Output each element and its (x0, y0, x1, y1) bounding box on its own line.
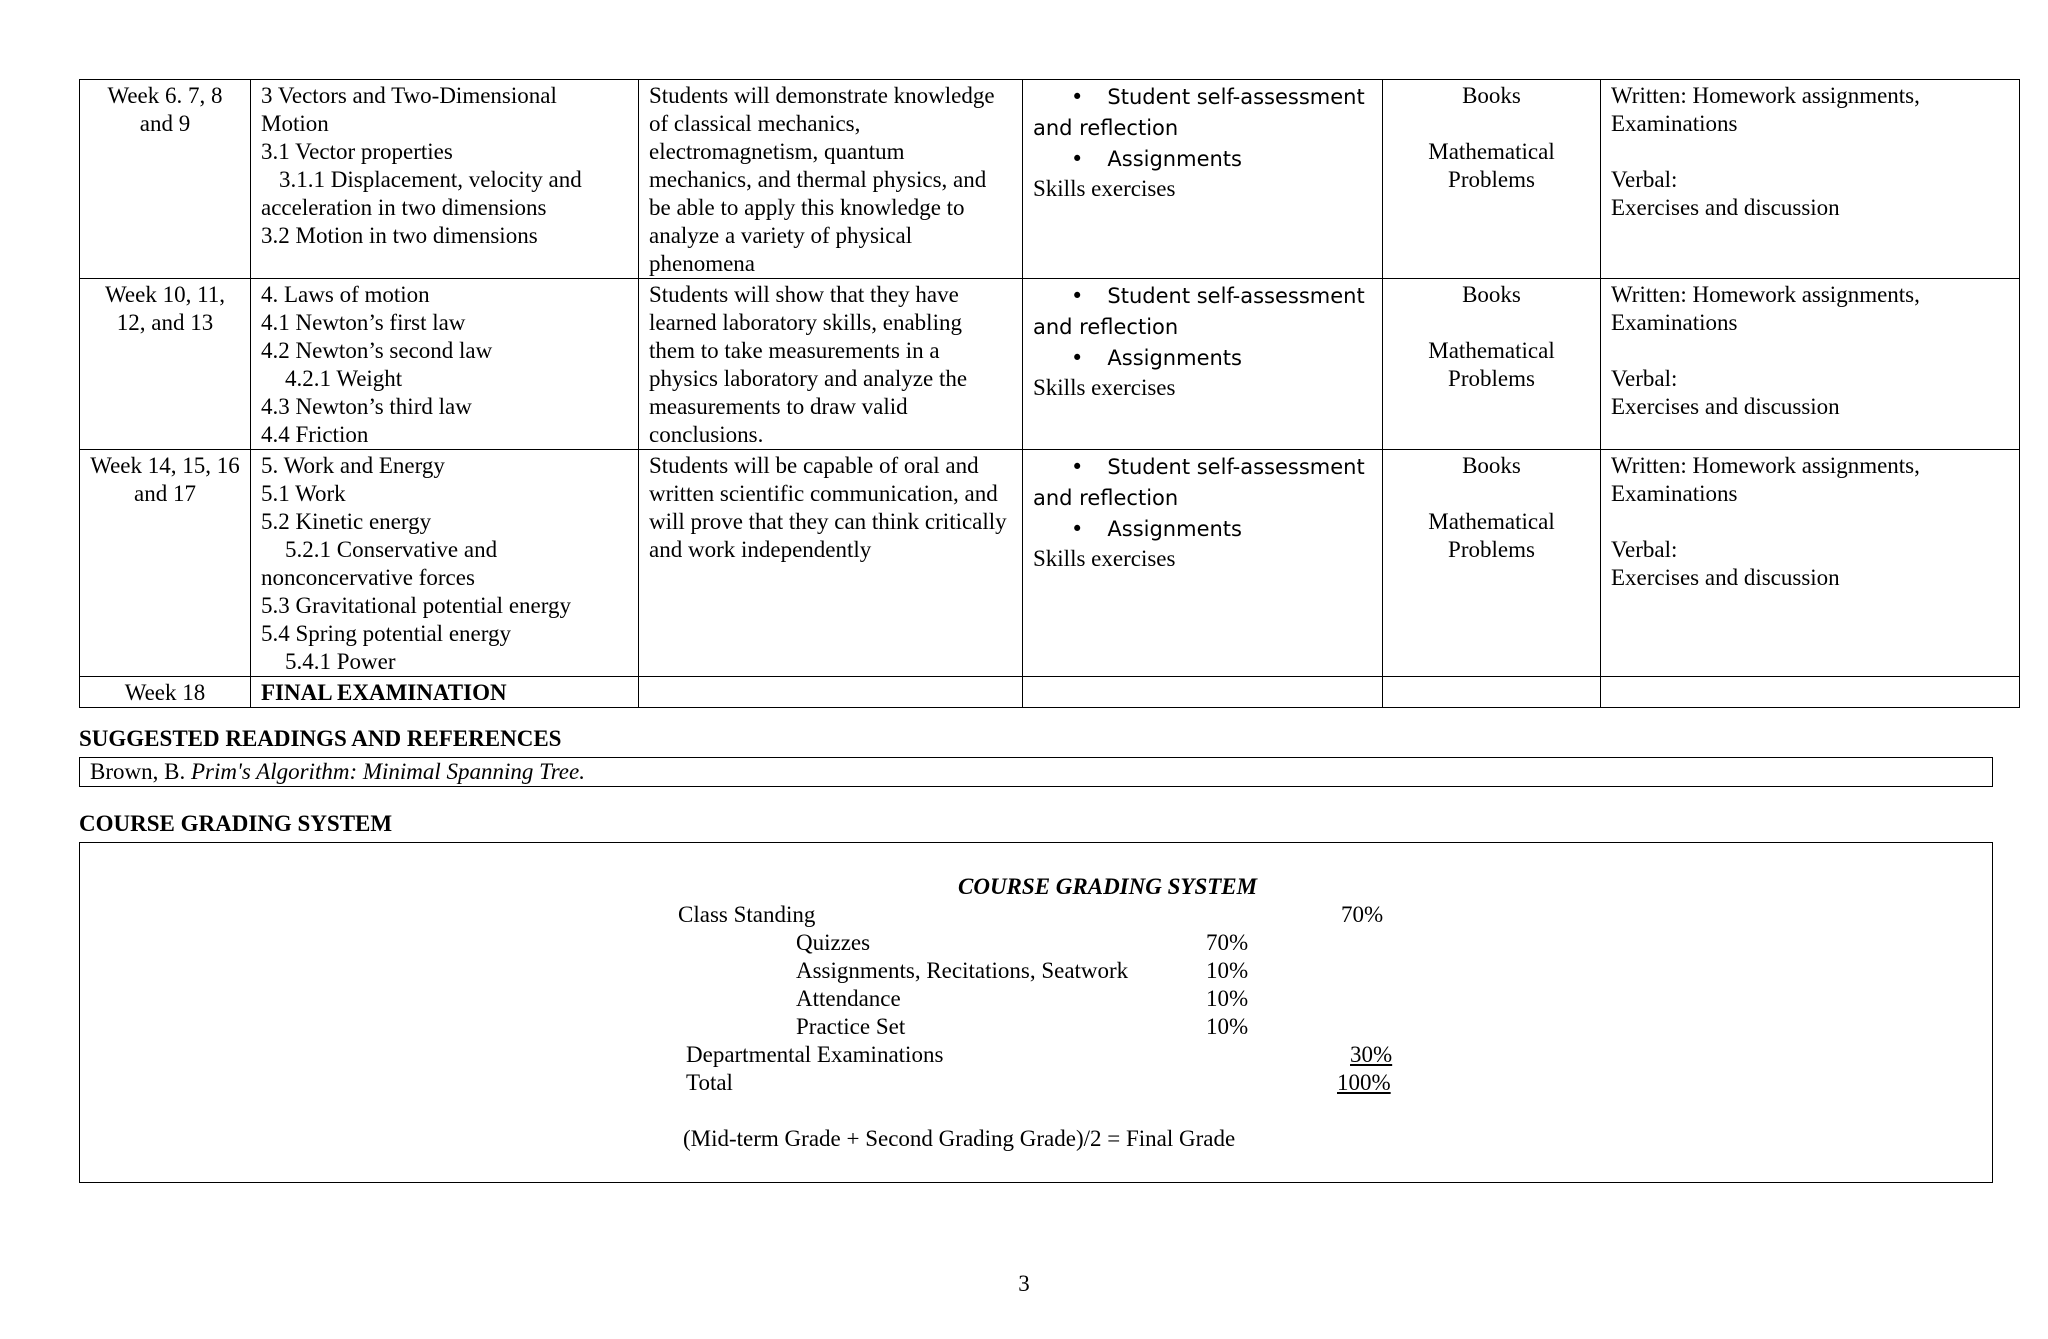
activities-cell (1023, 677, 1383, 708)
assessment-verbal: Exercises and discussion (1611, 394, 1840, 419)
reference-entry (79, 757, 1993, 787)
assessment-written: Written: Homework assignments, Examinations (1611, 282, 1920, 335)
grading-system-box (79, 842, 1993, 1183)
topic-item: 5.3 Gravitational potential energy (261, 593, 571, 618)
assessment-written: Written: Homework assignments, Examinations (1611, 83, 1920, 136)
topics-cell (251, 450, 639, 677)
activity-item: and reflection (1033, 486, 1179, 510)
resources-cell (1383, 450, 1601, 677)
topic-item: 3.1 Vector properties (261, 139, 453, 164)
assessment-written: Written: Homework assignments, Examinations (1611, 453, 1920, 506)
component-value: 10% (1206, 1014, 1249, 1039)
component-value: 10% (1206, 986, 1249, 1011)
topic-item: 4.4 Friction (261, 422, 369, 447)
outcome-cell: Students will demonstrate knowledge of classical mechanics, electromagnetism, quantum mechanics, and thermal physics, and be able to apply this knowledge to analyze a variety of physical phenomena (639, 80, 1023, 279)
activity-item: and reflection (1033, 116, 1179, 140)
week-cell: Week 6. 7, 8 and 9 (80, 80, 251, 279)
component-value: 10% (1206, 958, 1249, 983)
topic-item: 4.3 Newton’s third law (261, 394, 472, 419)
final-grade-formula: (Mid-term Grade + Second Grading Grade)/2 = Final Grade (683, 1126, 1236, 1151)
resource-label: Mathematical (1428, 139, 1555, 164)
departmental-label: Departmental Examinations (686, 1042, 944, 1067)
assessment-cell (1601, 450, 2020, 677)
resources-cell (1383, 677, 1601, 708)
topic-item: 4. Laws of motion (261, 282, 430, 307)
outcome-cell: Students will show that they have learned laboratory skills, enabling them to take measurements in a physics laboratory and analyze the measurements to draw valid conclusions. (639, 279, 1023, 450)
grading-heading: COURSE GRADING SYSTEM (79, 811, 393, 836)
assessment-verbal: Exercises and discussion (1611, 565, 1840, 590)
total-value: 100% (1337, 1070, 1391, 1095)
week-cell: Week 14, 15, 16 and 17 (80, 450, 251, 677)
topics-cell: FINAL EXAMINATION (251, 677, 639, 708)
activities-cell (1023, 80, 1383, 279)
topic-item: 5.4 Spring potential energy (261, 621, 511, 646)
activity-item: • Student self-assessment (1071, 85, 1365, 109)
topic-item: 5. Work and Energy (261, 453, 445, 478)
topic-item: 5.4.1 Power (285, 649, 396, 674)
resource-label: Books (1462, 282, 1521, 307)
page-number: 3 (1018, 1271, 1030, 1296)
activity-item: • Student self-assessment (1071, 284, 1365, 308)
topic-item: 3.1.1 Displacement, velocity and acceleration in two dimensions (261, 167, 582, 220)
class-standing-label: Class Standing (678, 902, 816, 927)
resource-label: Books (1462, 83, 1521, 108)
topics-cell (251, 80, 639, 279)
assessment-verbal-label: Verbal: (1611, 537, 1678, 562)
total-label: Total (686, 1070, 733, 1095)
table-row (80, 450, 2020, 677)
activity-item: • Assignments (1071, 147, 1242, 171)
topic-item: 4.1 Newton’s first law (261, 310, 466, 335)
resource-label: Problems (1448, 167, 1535, 192)
resource-label: Books (1462, 453, 1521, 478)
table-row (80, 279, 2020, 450)
class-standing-value: 70% (1341, 902, 1384, 927)
assessment-cell (1601, 677, 2020, 708)
topic-item: 3 Vectors and Two-Dimensional Motion (261, 83, 557, 136)
readings-heading: SUGGESTED READINGS AND REFERENCES (79, 726, 562, 751)
topic-item: 5.1 Work (261, 481, 346, 506)
assessment-verbal: Exercises and discussion (1611, 195, 1840, 220)
resource-label: Mathematical (1428, 338, 1555, 363)
assessment-verbal-label: Verbal: (1611, 167, 1678, 192)
component-label: Assignments, Recitations, Seatwork (796, 958, 1129, 983)
component-label: Quizzes (796, 930, 871, 955)
resources-cell (1383, 80, 1601, 279)
course-schedule-table (79, 79, 2020, 708)
reference-author: Brown, B. (90, 759, 186, 784)
activity-item: • Assignments (1071, 346, 1242, 370)
outcome-cell (639, 677, 1023, 708)
activity-item: • Assignments (1071, 517, 1242, 541)
topic-item: 4.2 Newton’s second law (261, 338, 493, 363)
activity-item: Skills exercises (1033, 546, 1176, 571)
component-value: 70% (1206, 930, 1249, 955)
outcome-cell: Students will be capable of oral and written scientific communication, and will prove that they can think critically and work independently (639, 450, 1023, 677)
resource-label: Problems (1448, 537, 1535, 562)
departmental-value: 30% (1350, 1042, 1393, 1067)
activities-cell (1023, 279, 1383, 450)
activity-item: Skills exercises (1033, 375, 1176, 400)
assessment-cell (1601, 279, 2020, 450)
assessment-cell (1601, 80, 2020, 279)
topic-item: 5.2.1 Conservative and nonconcervative forces (261, 537, 498, 590)
activities-cell (1023, 450, 1383, 677)
topic-item: 3.2 Motion in two dimensions (261, 223, 538, 248)
week-cell: Week 18 (80, 677, 251, 708)
grading-box-title: COURSE GRADING SYSTEM (958, 874, 1258, 899)
topic-item: 5.2 Kinetic energy (261, 509, 432, 534)
topics-cell (251, 279, 639, 450)
resource-label: Problems (1448, 366, 1535, 391)
component-label: Attendance (796, 986, 901, 1011)
activity-item: and reflection (1033, 315, 1179, 339)
reference-title: Prim's Algorithm: Minimal Spanning Tree. (190, 759, 585, 784)
component-label: Practice Set (796, 1014, 906, 1039)
resource-label: Mathematical (1428, 509, 1555, 534)
table-row (80, 80, 2020, 279)
activity-item: • Student self-assessment (1071, 455, 1365, 479)
week-cell: Week 10, 11, 12, and 13 (80, 279, 251, 450)
assessment-verbal-label: Verbal: (1611, 366, 1678, 391)
activity-item: Skills exercises (1033, 176, 1176, 201)
resources-cell (1383, 279, 1601, 450)
table-row (80, 677, 2020, 708)
topic-item: 4.2.1 Weight (285, 366, 403, 391)
